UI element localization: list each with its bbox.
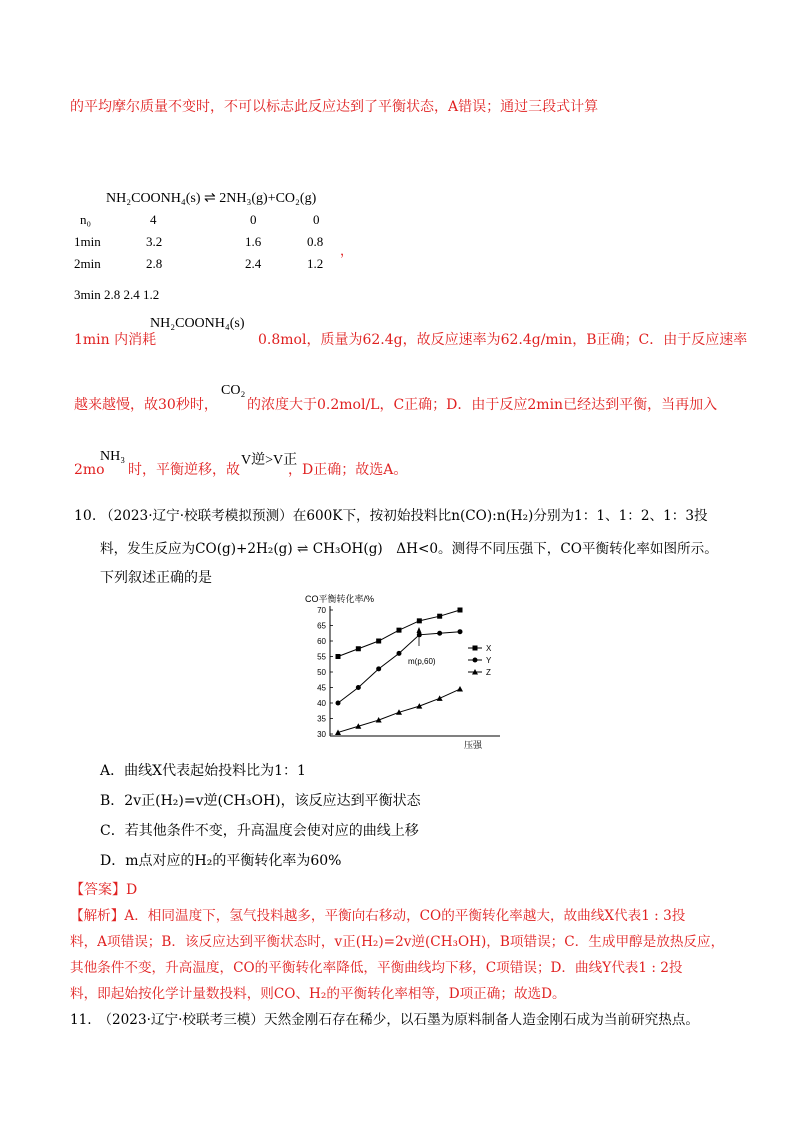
chart-title: CO平衡转化率/% [305, 594, 375, 604]
annotation-arrowhead [417, 627, 422, 633]
y-tick-label: 60 [317, 637, 326, 646]
legend-marker [473, 658, 478, 663]
series-y-point [437, 631, 442, 636]
analysis-line-3: 其他条件不变，升高温度，CO的平衡转化率降低，平衡曲线均下移，C项错误；D．曲线Y代表1 : 2投 [70, 960, 683, 976]
series-x-point [336, 654, 341, 659]
y-tick-label: 30 [317, 730, 326, 739]
table-cell: 1.6 [245, 234, 262, 249]
table-cell: 1.2 [307, 256, 324, 271]
reaction-equation: NH₂COONH₄(s) ⇌ 2NH₃(g)+CO₂(g) [106, 191, 317, 206]
formula-nh3: NH₃ [100, 449, 126, 464]
series-x-point [397, 628, 402, 633]
table-cell: 3.2 [146, 234, 163, 249]
y-tick-label: 50 [317, 668, 326, 677]
option-c: C．若其他条件不变，升高温度会使对应的曲线上移 [100, 823, 419, 839]
x-axis-label: 压强 [464, 740, 483, 750]
table-cell: 2.8 [146, 256, 163, 271]
explanation-line-1: 的平均摩尔质量不变时，不可以标志此反应达到了平衡状态，A错误；通过三段式计算 [70, 99, 599, 115]
y-tick-label: 45 [317, 683, 326, 693]
explanation-line-2a: 1min 内消耗 [74, 332, 157, 348]
legend-label: Z [486, 668, 491, 677]
y-tick-label: 35 [317, 714, 326, 724]
series-x-point [356, 646, 361, 651]
explanation-line-4c: ，D正确；故选A。 [288, 462, 408, 478]
series-y-point [356, 685, 361, 690]
option-d: D．m点对应的H₂的平衡转化率为60% [100, 853, 342, 869]
y-tick-label: 40 [317, 699, 326, 708]
question-11: 11. （2023·辽宁·校联考三模）天然金刚石存在稀少，以石墨为原料制备人造金刚石成为当前研究热点。 [70, 1012, 699, 1028]
option-b: B．2v正(H₂)=v逆(CH₃OH)，该反应达到平衡状态 [100, 793, 421, 809]
series-z-point [457, 686, 463, 692]
analysis-line-1: 【解析】A．相同温度下，氢气投料越多，平衡向右移动，CO的平衡转化率越大，故曲线X代表1 : 3投 [70, 908, 686, 924]
table-row-label: 2min [74, 256, 101, 271]
y-tick-label: 70 [317, 606, 326, 615]
annotation-label: m(p,60) [408, 657, 436, 666]
series-z-point [416, 703, 422, 709]
series-y-point [376, 666, 381, 671]
table-cell: 2.4 [245, 256, 262, 271]
legend-label: Y [486, 656, 492, 665]
explanation-line-2b: 0.8mol，质量为62.4g，故反应速率为62.4g/min，B正确；C．由于反应速率 [258, 332, 748, 348]
question-stem-line-2: 料，发生反应为CO(g)+2H₂(g) ⇌ CH₃OH(g) ΔH<0。测得不同压强下，CO平衡转化率如图所示。 [100, 541, 718, 557]
question-number: 10. [74, 508, 97, 524]
row-3min: 3min 2.8 2.4 1.2 [74, 287, 160, 302]
table-cell: 4 [150, 212, 157, 227]
series-x-point [437, 614, 442, 619]
table-cell: 0.8 [307, 234, 324, 249]
legend-label: X [486, 644, 492, 653]
table-cell: 0 [313, 212, 320, 227]
series-x-point [417, 618, 422, 623]
series-y-point [336, 701, 341, 706]
legend [468, 644, 492, 677]
explanation-line-4b: 时，平衡逆移，故 [128, 462, 240, 478]
question-stem-line-3: 下列叙述正确的是 [100, 570, 212, 586]
series-y-point [458, 629, 463, 634]
table-comma: ， [340, 243, 354, 258]
formula-co2: CO₂ [221, 383, 246, 398]
table-row-label: 1min [74, 234, 101, 249]
series-group [335, 608, 463, 735]
co-conversion-chart [300, 588, 510, 750]
explanation-line-3a: 越来越慢，故30秒时， [74, 397, 218, 413]
analysis-line-4: 料，即起始按化学计量数投料，则CO、H₂的平衡转化率相等，D项正确；故选D。 [70, 986, 566, 1002]
table-cell: 0 [250, 212, 257, 227]
legend-marker [473, 646, 478, 651]
explanation-line-4a: 2mo [74, 462, 105, 478]
series-x-point [458, 608, 463, 613]
table-row-label: n₀ [80, 212, 92, 227]
answer: 【答案】D [70, 882, 138, 898]
analysis-line-2: 料，A项错误；B．该反应达到平衡状态时，v正(H₂)=2v逆(CH₃OH)，B项错误；C．生成甲醇是放热反应， [70, 934, 725, 950]
question-stem-line-1: （2023·辽宁·校联考模拟预测）在600K下，按初始投料比n(CO):n(H₂)分别为1：1、1：2、1：3投 [100, 508, 708, 524]
y-tick-group [317, 606, 333, 739]
formula-nh2coonh4: NH₂COONH₄(s) [150, 316, 245, 331]
series-y-line [338, 632, 460, 703]
series-z-point [437, 695, 443, 701]
formula-v-compare: V逆>V正 [241, 453, 298, 468]
series-x-point [376, 639, 381, 644]
series-z-point [376, 717, 382, 723]
explanation-line-3b: 的浓度大于0.2mol/L，C正确；D．由于反应2min已经达到平衡，当再加入 [247, 397, 718, 413]
option-a: A．曲线X代表起始投料比为1：1 [100, 763, 306, 779]
y-tick-label: 65 [317, 621, 326, 631]
series-y-point [397, 651, 402, 656]
y-tick-label: 55 [317, 652, 326, 662]
